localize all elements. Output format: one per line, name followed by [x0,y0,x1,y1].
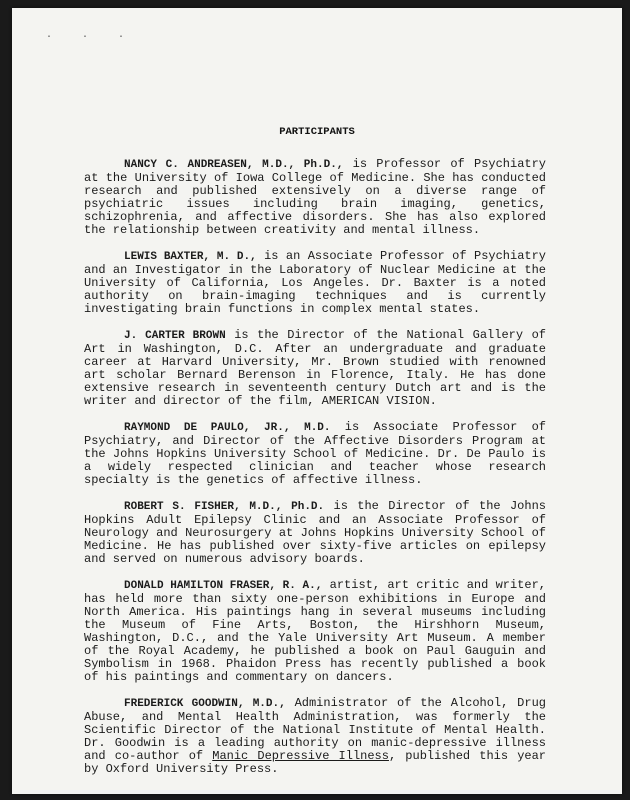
participant-bio: artist, art critic and writer, has held more than sixty one-person exhibitions in Europe and North America. His paintings hang in several museums including the Museum of Fine Arts, Boston, the Hirshhorn Museum, Washington, D.C., and the Yale University Art Museum. A member of the Royal Academy, he published a book on Paul Gauguin and Symbolism in 1968. Phaidon Press has recently published a book of his paintings and commentary on dancers. [84,578,546,684]
participant-name: DONALD HAMILTON FRASER, R. A., [124,580,323,592]
participant-paragraph [84,579,546,684]
book-title: Manic Depressive Illness [212,749,389,763]
participant-bio-end: , published this year by Oxford University Press. [84,749,547,776]
participant-paragraph [84,697,546,776]
participant-name: ROBERT S. FISHER, M.D., Ph.D. [124,501,325,513]
participant-name: J. CARTER BROWN [124,330,226,342]
participant-bio: is an Associate Professor of Psychiatry and an Investigator in the Laboratory of Nuclear Medicine at the University of California, Los Angeles. Dr. Baxter is a noted authority on brain-imaging techniques and is currently investigating brain functions in complex mental states. [84,249,547,316]
participant-paragraph [84,500,546,566]
participant-paragraph [84,158,546,237]
participant-bio: is the Director of the National Gallery of Art in Washington, D.C. After an undergraduate and graduate career at Harvard University, Mr. Brown studied with renowned art scholar Bernard Berenson in Florence, Italy. He has done extensive research in seventeenth century Dutch art and is the writer and director of the film, AMERICAN VISION. [84,328,546,408]
corner-marks: . . . [46,30,137,41]
participants-list [84,158,546,789]
participant-paragraph [84,250,546,316]
participant-bio: is the Director of the Johns Hopkins Adult Epilepsy Clinic and an Associate Professor of Neurology and Neurosurgery at Johns Hopkins University School of Medicine. He has published over sixty-five articles on epilepsy and served on numerous advisory boards. [84,499,546,566]
participant-name: FREDERICK GOODWIN, M.D., [124,698,286,710]
participant-name: RAYMOND DE PAULO, JR., M.D. [124,422,331,434]
participant-bio: Administrator of the Alcohol, Drug Abuse, and Mental Health Administration, was formerly the Scientific Director of the National Institute of Mental Health. Dr. Goodwin is a leading authority on manic-depressive illness and co-author of [84,696,546,763]
participant-paragraph [84,329,546,408]
participant-name: LEWIS BAXTER, M. D., [124,251,257,263]
participant-bio: is Associate Professor of Psychiatry, and Director of the Affective Disorders Program at the Johns Hopkins University School of Medicine. Dr. De Paulo is a widely respected clinician and teacher whose research specialty is the genetics of affective illness. [84,420,546,487]
participant-bio: is Professor of Psychiatry at the University of Iowa College of Medicine. She has conducted research and published extensively on a diverse range of psychiatric issues including brain imaging, genetics, schizophrenia, and affective disorders. She has also explored the relationship between creativity and mental illness. [84,157,547,237]
participant-name: NANCY C. ANDREASEN, M.D., Ph.D., [124,159,344,171]
document-page [12,8,622,794]
page-title: PARTICIPANTS [279,126,355,138]
participant-paragraph [84,421,546,487]
